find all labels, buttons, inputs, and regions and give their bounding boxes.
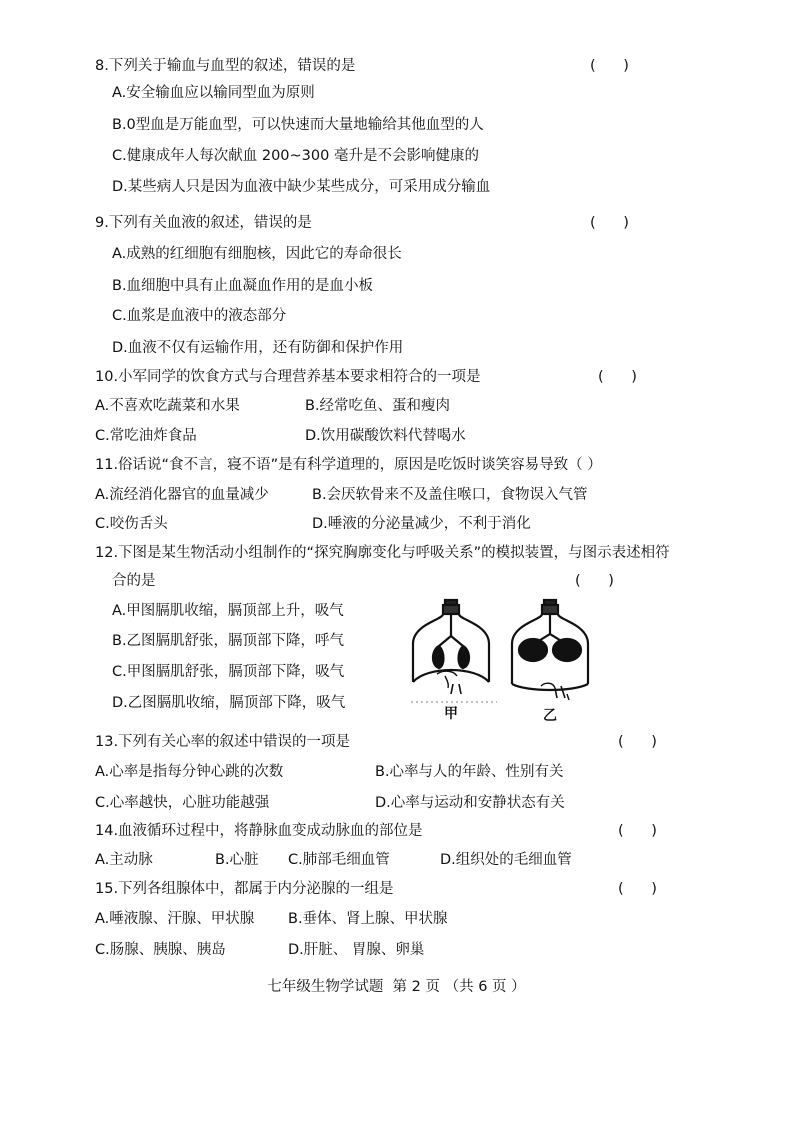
question-12-option-c[interactable]: C.甲图膈肌舒张，膈顶部下降，吸气: [112, 664, 345, 680]
jar-yi-diaphragm: [512, 684, 588, 690]
jar-yi-right-lung: [553, 639, 581, 661]
jar-jia-right-bronchus: [451, 636, 463, 646]
question-15-option-d[interactable]: D.肝脏、 胃腺、卵巢: [288, 942, 425, 958]
question-9-option-b[interactable]: B.血细胞中具有止血凝血作用的是血小板: [112, 278, 374, 294]
figure-label-jia: 甲: [444, 706, 458, 722]
question-8-option-a[interactable]: A.安全输血应以输同型血为原则: [112, 85, 315, 101]
question-8-option-c[interactable]: C.健康成年人每次献血 200~300 毫升是不会影响健康的: [112, 148, 479, 164]
question-12-answer-bracket[interactable]: ( ): [575, 573, 614, 589]
question-11-option-b[interactable]: B.会厌软骨来不及盖住喉口，食物误入气管: [312, 487, 588, 503]
question-10-stem: 10.小军同学的饮食方式与合理营养基本要求相符合的一项是: [95, 369, 481, 385]
question-12-stem-line-1: 12.下图是某生物活动小组制作的“探究胸廓变化与呼吸关系”的模拟装置，与图示表述相符: [95, 545, 670, 561]
question-12-option-d[interactable]: D.乙图膈肌收缩，膈顶部下降，吸气: [112, 695, 346, 711]
jar-yi: [512, 600, 588, 700]
question-14-option-b[interactable]: B.心脏: [215, 852, 259, 868]
question-10-option-a[interactable]: A.不喜欢吃蔬菜和水果: [95, 398, 240, 414]
question-9-option-c[interactable]: C.血浆是血液中的液态部分: [112, 308, 287, 324]
question-13-stem: 13.下列有关心率的叙述中错误的一项是: [95, 734, 351, 750]
breathing-model-diagram: [405, 598, 605, 726]
breathing-model-figure: [405, 598, 605, 726]
jar-jia-stopper: [443, 605, 459, 614]
question-13-option-d[interactable]: D.心率与运动和安静状态有关: [375, 795, 565, 811]
question-13-option-b[interactable]: B.心率与人的年龄、性别有关: [375, 764, 564, 780]
jar-jia-left-bronchus: [439, 636, 451, 646]
question-11-stem: 11.俗话说“食不言，寝不语”是有科学道理的，原因是吃饭时谈笑容易导致（ ）: [95, 457, 602, 473]
question-15-option-a[interactable]: A.唾液腺、汗腺、甲状腺: [95, 911, 255, 927]
jar-jia-diaphragm-fold: [437, 671, 457, 676]
question-14-option-c[interactable]: C.肺部毛细血管: [288, 852, 390, 868]
jar-yi-left-lung: [519, 639, 547, 661]
question-14-option-d[interactable]: D.组织处的毛细血管: [440, 852, 572, 868]
question-9-option-d[interactable]: D.血液不仅有运输作用，还有防御和保护作用: [112, 340, 404, 356]
question-8-option-b[interactable]: B.0型血是万能血型，可以快速而大量地输给其他血型的人: [112, 117, 484, 133]
question-10-option-b[interactable]: B.经常吃鱼、蛋和瘦肉: [305, 398, 451, 414]
question-15-answer-bracket[interactable]: ( ): [618, 881, 657, 897]
question-13-option-c[interactable]: C.心率越快，心脏功能越强: [95, 795, 270, 811]
question-9-stem: 9.下列有关血液的叙述，错误的是: [95, 215, 312, 231]
question-15-option-c[interactable]: C.肠腺、胰腺、胰岛: [95, 942, 226, 958]
question-11-option-c[interactable]: C.咬伤舌头: [95, 516, 168, 532]
question-14-stem: 14.血液循环过程中，将静脉血变成动脉血的部位是: [95, 823, 423, 839]
jar-jia-left-lung: [433, 646, 444, 668]
jar-yi-diaphragm-fold: [541, 683, 555, 688]
question-14-option-a[interactable]: A.主动脉: [95, 852, 153, 868]
question-13-answer-bracket[interactable]: ( ): [618, 734, 657, 750]
jar-jia: [413, 600, 489, 694]
question-13-option-a[interactable]: A.心率是指每分钟心跳的次数: [95, 764, 284, 780]
jar-yi-stopper: [542, 605, 558, 614]
question-10-option-d[interactable]: D.饮用碳酸饮料代替喝水: [305, 428, 466, 444]
question-10-answer-bracket[interactable]: ( ): [598, 369, 637, 385]
question-15-option-b[interactable]: B.垂体、肾上腺、甲状腺: [288, 911, 448, 927]
question-9-answer-bracket[interactable]: ( ): [590, 215, 629, 231]
question-15-stem: 15.下列各组腺体中，都属于内分泌腺的一组是: [95, 881, 394, 897]
jar-yi-pull-string: [555, 686, 565, 698]
question-9-option-a[interactable]: A.成熟的红细胞有细胞核，因此它的寿命很长: [112, 246, 402, 262]
question-11-option-d[interactable]: D.唾液的分泌量减少，不利于消化: [312, 516, 531, 532]
question-8-answer-bracket[interactable]: ( ): [590, 58, 629, 74]
page-footer: 七年级生物学试题 第 2 页 （共 6 页 ）: [267, 979, 526, 995]
question-12-option-b[interactable]: B.乙图膈肌舒张，膈顶部下降，呼气: [112, 633, 345, 649]
question-12-stem-line-2: 合的是: [112, 573, 156, 589]
question-10-option-c[interactable]: C.常吃油炸食品: [95, 428, 197, 444]
question-8-option-d[interactable]: D.某些病人只是因为血液中缺少某些成分，可采用成分输血: [112, 179, 491, 195]
question-8-stem: 8.下列关于输血与血型的叙述，错误的是: [95, 58, 356, 74]
question-12-option-a[interactable]: A.甲图膈肌收缩，膈顶部上升，吸气: [112, 603, 344, 619]
jar-jia-pull-string: [451, 684, 461, 694]
jar-jia-right-lung: [459, 646, 470, 668]
figure-label-yi: 乙: [543, 708, 557, 724]
question-11-option-a[interactable]: A.流经消化器官的血量减少: [95, 487, 269, 503]
question-14-answer-bracket[interactable]: ( ): [618, 823, 657, 839]
